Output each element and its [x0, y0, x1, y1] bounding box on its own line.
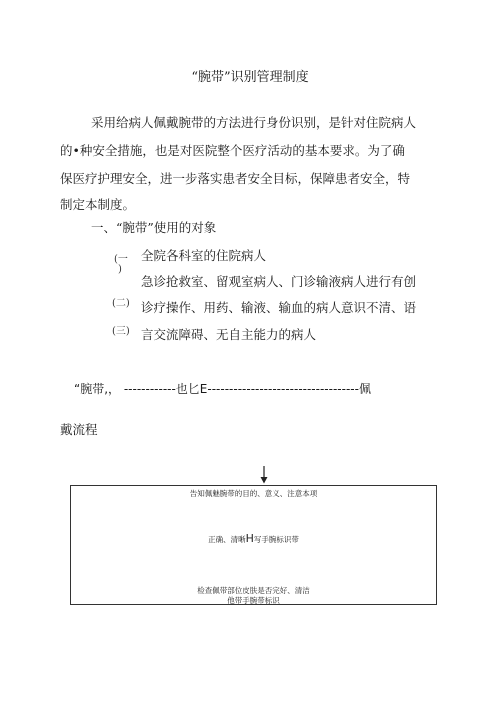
page-title: “腕带”识别管理制度 [191, 70, 309, 85]
arrow-down-icon [259, 466, 269, 484]
flow-step-3-line-1: 检查佩带部位皮肤是否完好、清洁 [197, 586, 310, 595]
list-item: 诊疗操作、用药、输液、输血的病人意识不清、语 [141, 300, 417, 315]
list-marker-2: (二) [112, 298, 130, 309]
intro-line-4: 制定本制度。 [60, 197, 136, 212]
intro-line-3: 保医疗护理安全，进一步落实患者安全目标，保障患者安全，特 [60, 171, 411, 186]
flow-step-2 [71, 532, 436, 545]
list-marker-1: (一 [114, 254, 128, 265]
list-item: 全院各科室的住院病人 [141, 248, 267, 263]
intro-line-1: 采用给病人佩戴腕带的方法进行身份识别，是针对住院病人 [91, 115, 417, 130]
list-marker-3: (三) [112, 326, 130, 337]
flow-label: 戴流程 [60, 422, 98, 437]
list-item: 言交流障碍、无自主能力的病人 [141, 327, 317, 342]
flow-step-2-big: H [245, 532, 254, 545]
flow-step-2-post: 写手腕标识带 [253, 535, 299, 544]
flow-step-1: 告知佩魅腕带的目的、意义、注意本项 [189, 489, 318, 498]
flow-step-3-line-2: 他带手腕带标识 [227, 596, 280, 605]
flow-dash-line: “腕带,， ------------也匕E-----------------------------------佩 [74, 382, 371, 396]
list-item: 急诊抢救室、留观室病人、门诊输液病人进行有创 [141, 274, 417, 289]
intro-line-2: 的•种安全措施，也是对医院整个医疗活动的基本要求。为了确 [60, 143, 405, 158]
section-heading: 一、“腕带”使用的对象 [91, 220, 217, 235]
flowchart-box [70, 485, 437, 605]
flow-step-2-pre: 正确、清晰 [208, 535, 246, 544]
list-marker-1-close: ) [118, 264, 122, 275]
